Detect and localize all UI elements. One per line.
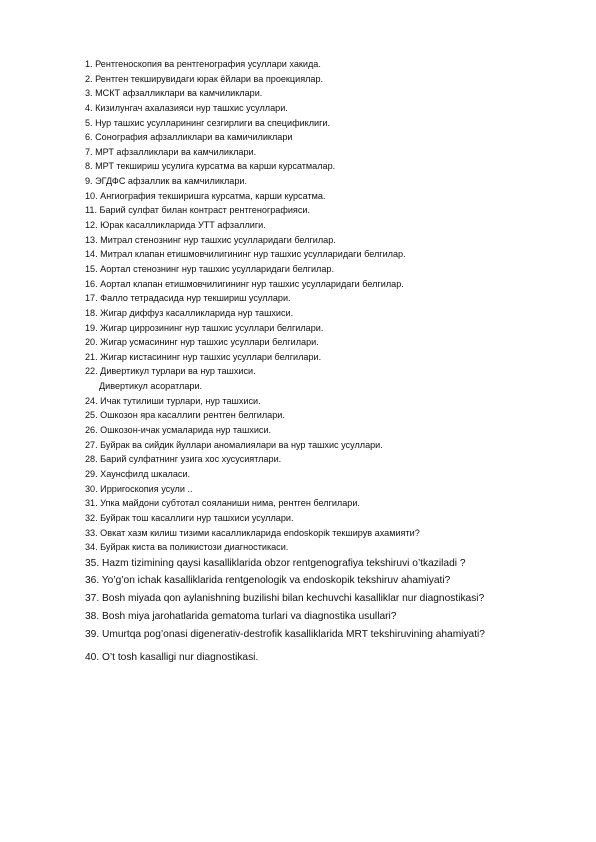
question-list bbox=[85, 57, 575, 667]
list-item: 15. Аортал стенознинг нур ташхис усулларидаги белгилар. bbox=[85, 263, 334, 274]
list-item: 34. Буйрак киста ва поликистози диагностикаси. bbox=[85, 542, 289, 553]
list-item: 22. Дивертикул турлари ва нур ташхиси. bbox=[85, 366, 256, 377]
list-item: 20. Жигар усмасининг нур ташхис усуллари белгилари. bbox=[85, 337, 319, 348]
list-item: 29. Хаунсфилд шкаласи. bbox=[85, 468, 191, 479]
list-item: 26. Ошкозон-ичак усмаларида нур ташхиси. bbox=[85, 425, 272, 436]
list-item: 32. Буйрак тош касаллиги нур ташхиси усуллари. bbox=[85, 512, 294, 523]
list-item: 31. Упка майдони субтотал сояланиши нима, рентген белгилари. bbox=[85, 498, 360, 509]
list-item: 5. Нур ташхис усулларининг сезгирлиги ва спецификлиги. bbox=[85, 117, 331, 128]
list-item: 6. Сонография афзалликлари ва камичиликлари bbox=[85, 132, 293, 143]
list-item: 37. Bosh miyada qon aylanishning buzilishi bilan kechuvchi kasalliklar nur diagnostikasi? bbox=[85, 593, 485, 605]
list-item: 14. Митрал клапан етишмовчилигининг нур ташхис усулларидаги белгилар. bbox=[85, 249, 406, 260]
list-item: 19. Жигар циррозининг нур ташхис усуллари белгилари. bbox=[85, 322, 324, 333]
list-item: 21. Жигар кистасининг нур ташхис усуллари белгилари. bbox=[85, 351, 322, 362]
list-item: 2. Рентген текширувидаги юрак ёйлари ва проекциялар. bbox=[85, 73, 324, 84]
list-item: 3. МСКТ афзалликлари ва камчиликлари. bbox=[85, 88, 263, 99]
list-item: 11. Барий сулфат билан контраст рентгенографияси. bbox=[85, 205, 310, 216]
list-item: 30. Ирригоскопия усули .. bbox=[85, 483, 193, 494]
list-item: 4. Кизилунгач ахалазияси нур ташхис усуллари. bbox=[85, 102, 288, 113]
list-item: 18. Жигар диффуз касалликларида нур ташхиси. bbox=[85, 307, 294, 318]
list-item: 17. Фалло тетрадасида нур текшириш усуллари. bbox=[85, 293, 291, 304]
list-item: 28. Барий сулфатнинг узига хос хусусиятлари. bbox=[85, 454, 282, 465]
list-item: 39. Umurtqa pog’onasi digenerativ-destrofik kasalliklarida MRT tekshiruvining ahamiyati? bbox=[85, 628, 485, 640]
list-item: 12. Юрак касалликларида УТТ афзаллиги. bbox=[85, 220, 266, 231]
list-item: 40. O’t tosh kasalligi nur diagnostikasi. bbox=[85, 652, 259, 664]
list-item: 9. ЭГДФС афзаллик ва камчиликлари. bbox=[85, 176, 248, 187]
list-item: 7. МРТ афзалликлари ва камчиликлари. bbox=[85, 146, 257, 157]
list-item: 25. Ошкозон яра касаллиги рентген белгилари. bbox=[85, 410, 285, 421]
list-item: 10. Ангиография текширишга курсатма, карши курсатма. bbox=[85, 190, 326, 201]
list-item-continuation: Дивертикул асоратлари. bbox=[99, 381, 203, 392]
list-item: 8. МРТ текшириш усулига курсатма ва карши курсатмалар. bbox=[85, 161, 336, 172]
list-item: 35. Hazm tizimining qaysi kasalliklarida obzor rentgenografiya tekshiruvi o’tkaziladi ? bbox=[85, 557, 466, 569]
list-item: 38. Bosh miya jarohatlarida gematoma turlari va diagnostika usullari? bbox=[85, 610, 397, 622]
list-item: 1. Рентгеноскопия ва рентгенография усуллари хакида. bbox=[85, 59, 321, 69]
list-item: 16. Аортал клапан етишмовчилигининг нур ташхис усулларидаги белгилар. bbox=[85, 278, 404, 289]
list-item: 24. Ичак тутилиши турлари, нур ташхиси. bbox=[85, 395, 261, 406]
list-item: 27. Буйрак ва сийдик йуллари аномалиялари ва нур ташхис усуллари. bbox=[85, 439, 383, 450]
list-item: 36. Yo’g’on ichak kasalliklarida rentgenologik va endoskopik tekshiruv ahamiyati? bbox=[85, 575, 451, 587]
list-item: 13. Митрал стенознинг нур ташхис усулларидаги белгилар. bbox=[85, 234, 336, 245]
list-item: 33. Овкат хазм килиш тизими касалликларида endoskopik текширув ахамияти? bbox=[85, 527, 420, 538]
